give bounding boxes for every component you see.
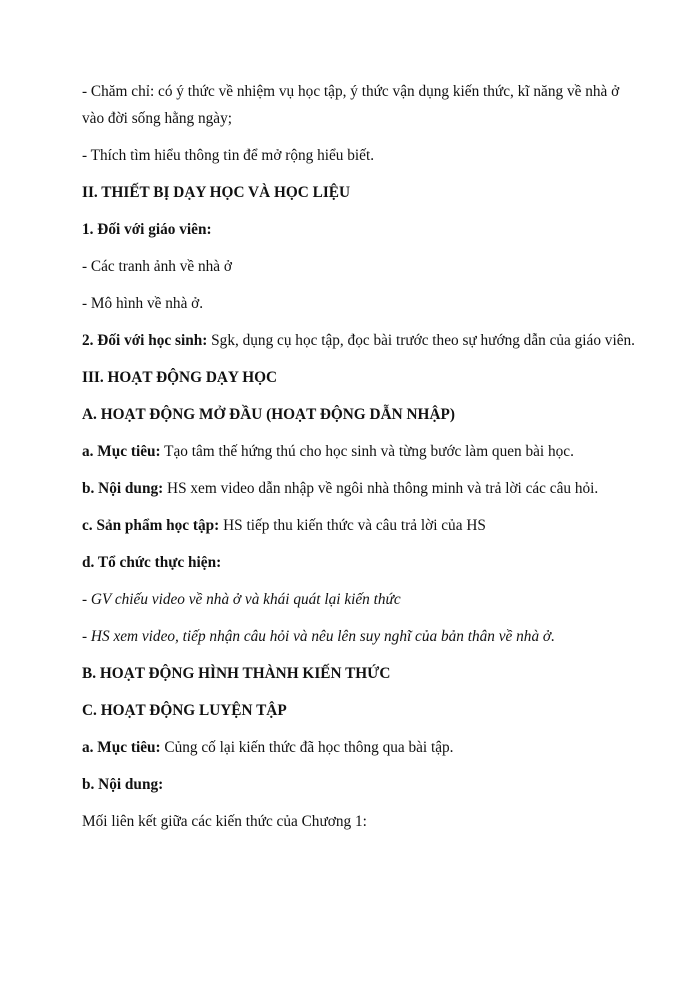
paragraph-chapter-link: Mối liên kết giữa các kiến thức của Chương 1: <box>82 813 367 830</box>
a-organization-heading: d. Tổ chức thực hiện: <box>82 554 222 571</box>
activity-c-heading: C. HOẠT ĐỘNG LUYỆN TẬP <box>82 702 287 719</box>
activity-a-heading: A. HOẠT ĐỘNG MỞ ĐẦU (HOẠT ĐỘNG DẪN NHẬP) <box>82 406 455 423</box>
a-content-label: b. Nội dung: <box>82 480 164 497</box>
a-teacher-step: - GV chiếu video về nhà ở và khái quát lại kiến thức <box>82 591 401 608</box>
activity-b-heading: B. HOẠT ĐỘNG HÌNH THÀNH KIẾN THỨC <box>82 665 391 682</box>
paragraph-a-product <box>82 512 638 539</box>
list-item-teacher-model: - Mô hình về nhà ở. <box>82 295 204 312</box>
list-item-teacher-pictures: - Các tranh ảnh về nhà ở <box>82 258 232 275</box>
section-heading-activities: III. HOẠT ĐỘNG DẠY HỌC <box>82 369 278 386</box>
c-objective-text: Củng cố lại kiến thức đã học thông qua bài tập. <box>160 739 454 756</box>
subheading-teacher: 1. Đối với giáo viên: <box>82 221 212 238</box>
a-objective-label: a. Mục tiêu: <box>82 443 161 460</box>
paragraph-student <box>82 327 638 354</box>
student-text: Sgk, dụng cụ học tập, đọc bài trước theo sự hướng dẫn của giáo viên. <box>207 332 635 349</box>
c-content-heading: b. Nội dung: <box>82 776 164 793</box>
student-label: 2. Đối với học sinh: <box>82 332 208 349</box>
paragraph-thich-tim-hieu: - Thích tìm hiểu thông tin để mở rộng hiểu biết. <box>82 147 375 164</box>
c-objective-label: a. Mục tiêu: <box>82 739 161 756</box>
paragraph-cham-chi: - Chăm chỉ: có ý thức về nhiệm vụ học tập, ý thức vận dụng kiến thức, kĩ năng về nhà ở vào đời sống hằng ngày; <box>82 83 620 127</box>
paragraph-a-content <box>82 475 638 502</box>
a-student-step: - HS xem video, tiếp nhận câu hỏi và nêu lên suy nghĩ của bản thân về nhà ở. <box>82 628 555 645</box>
paragraph-a-objective <box>82 438 638 465</box>
a-product-text: HS tiếp thu kiến thức và câu trả lời của HS <box>219 517 486 534</box>
document-page <box>82 78 638 845</box>
paragraph-c-objective <box>82 734 638 761</box>
a-objective-text: Tạo tâm thế hứng thú cho học sinh và từng bước làm quen bài học. <box>160 443 574 460</box>
section-heading-equipment: II. THIẾT BỊ DẠY HỌC VÀ HỌC LIỆU <box>82 184 351 201</box>
a-content-text: HS xem video dẫn nhập về ngôi nhà thông minh và trả lời các câu hỏi. <box>163 480 599 497</box>
a-product-label: c. Sản phẩm học tập: <box>82 517 220 534</box>
